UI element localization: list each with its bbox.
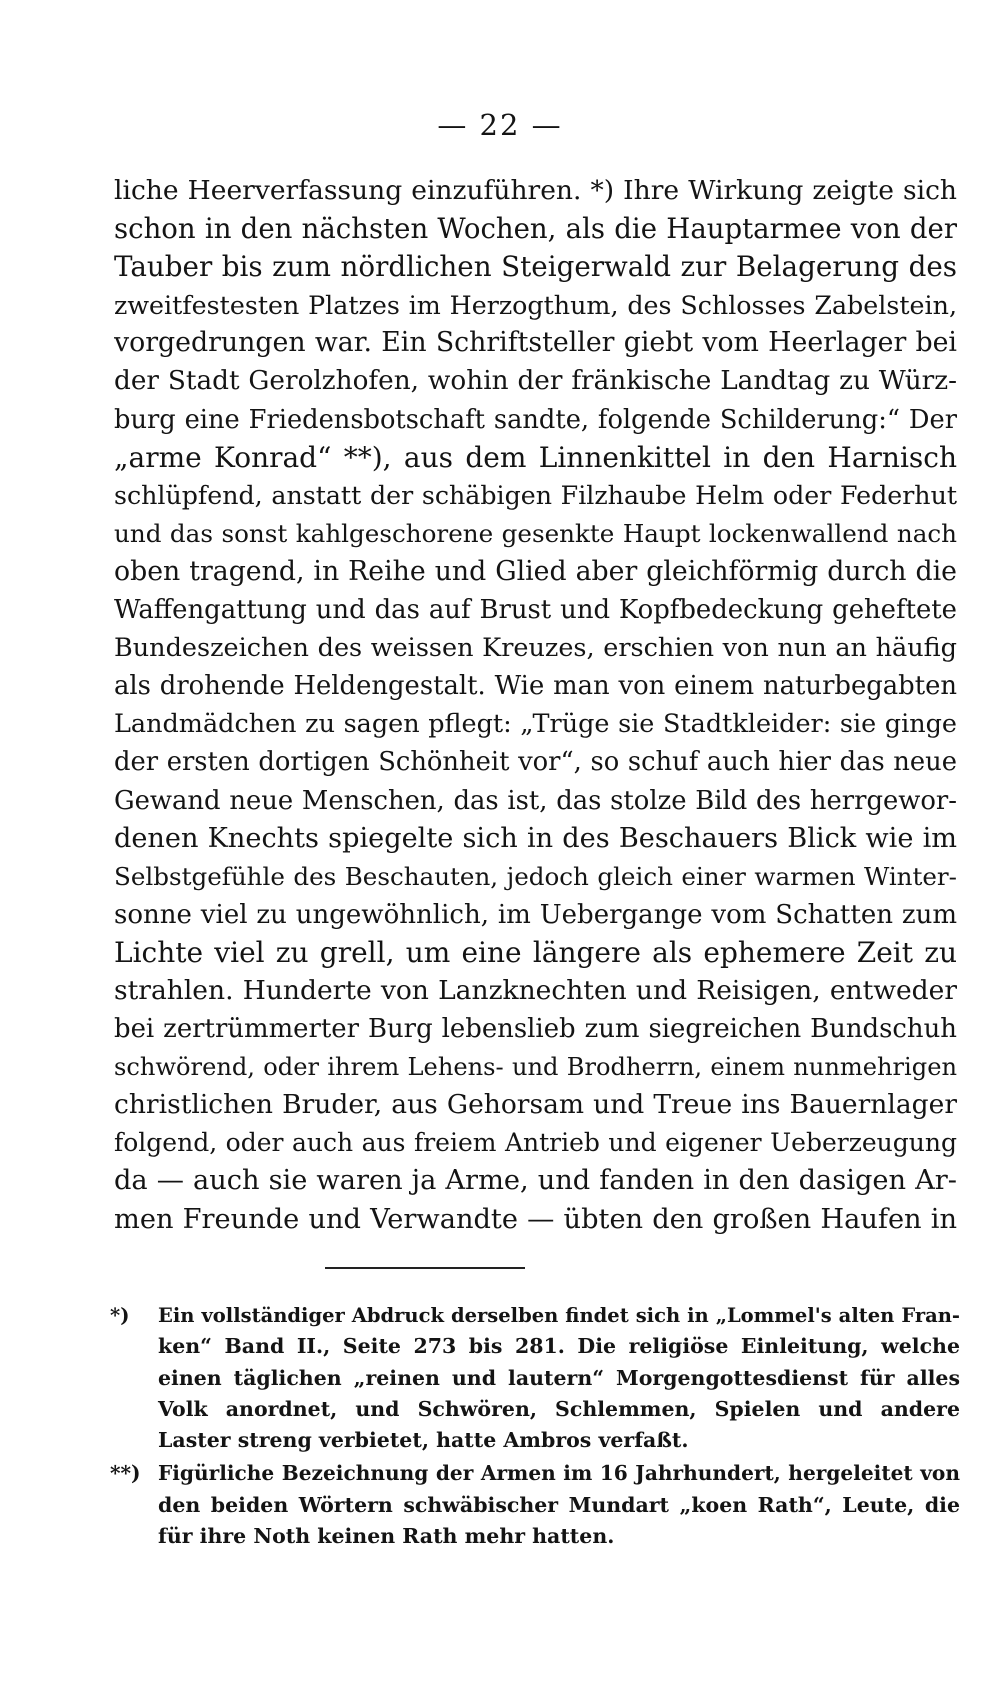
page-number: — 22 — <box>437 108 563 142</box>
text-line: Tauber bis zum nördlichen Steigerwald zur Belagerung des <box>114 250 957 284</box>
footnote-line: Figürliche Bezeichnung der Armen im 16 Jahrhundert, hergeleitet von <box>158 1461 960 1486</box>
text-line: als drohende Heldengestalt. Wie man von einem naturbegabten <box>114 671 957 702</box>
footnote-divider <box>325 1267 525 1269</box>
text-line: schwörend, oder ihrem Lehens- und Brodherrn, einem nunmehrigen <box>114 1053 957 1082</box>
text-line: sonne viel zu ungewöhnlich, im Uebergange vom Schatten zum <box>114 899 957 930</box>
footnote-line: einen täglichen „reinen und lautern“ Morgengottesdienst für alles <box>158 1365 960 1390</box>
text-line: Bundeszeichen des weissen Kreuzes, erschien von nun an häufig <box>114 633 957 664</box>
footnote-line: Laster streng verbietet, hatte Ambros verfaßt. <box>158 1428 689 1453</box>
text-line: burg eine Friedensbotschaft sandte, folgende Schilderung:“ Der <box>114 404 957 435</box>
text-line: oben tragend, in Reihe und Glied aber gleichförmig durch die <box>114 555 957 587</box>
text-line: men Freunde und Verwandte — übten den großen Haufen in <box>114 1203 957 1235</box>
text-line: Landmädchen zu sagen pflegt: „Trüge sie Stadtkleider: sie ginge <box>114 709 957 740</box>
text-line: schon in den nächsten Wochen, als die Hauptarmee von der <box>114 213 957 246</box>
footnote-line: den beiden Wörtern schwäbischer Mundart „koen Rath“, Leute, die <box>158 1492 960 1517</box>
text-line: vorgedrungen war. Ein Schriftsteller giebt vom Heerlager bei <box>114 327 957 359</box>
text-line: Lichte viel zu grell, um eine längere als ephemere Zeit zu <box>114 935 957 969</box>
text-line: Selbstgefühle des Beschauten, jedoch gleich einer warmen Winter- <box>114 861 957 891</box>
text-line: Gewand neue Menschen, das ist, das stolze Bild des herrgewor- <box>114 785 957 816</box>
footnote-line: ken“ Band II., Seite 273 bis 281. Die religiöse Einleitung, welche <box>158 1334 960 1359</box>
text-line: schlüpfend, anstatt der schäbigen Filzhaube Helm oder Federhut <box>114 480 957 510</box>
text-line: und das sonst kahlgeschorene gesenkte Haupt lockenwallend nach <box>114 518 957 548</box>
footnote-line: Volk anordnet, und Schwören, Schlemmen, Spielen und andere <box>158 1396 960 1421</box>
footnote-line: Ein vollständiger Abdruck derselben findet sich in „Lommel's alten Fran- <box>158 1304 960 1327</box>
text-line: christlichen Bruder, aus Gehorsam und Treue ins Bauernlager <box>114 1089 957 1121</box>
footnotes <box>110 1300 960 1554</box>
footnote-2 <box>110 1458 960 1552</box>
text-line: da — auch sie waren ja Arme, und fanden in den dasigen Ar- <box>114 1165 957 1197</box>
footnote-line: für ihre Noth keinen Rath mehr hatten. <box>158 1524 615 1549</box>
text-line: Waffengattung und das auf Brust und Kopfbedeckung geheftete <box>114 595 957 626</box>
text-line: der Stadt Gerolzhofen, wohin der fränkische Landtag zu Würz- <box>114 366 957 397</box>
text-line: zweitfestesten Platzes im Herzogthum, des Schlosses Zabelstein, <box>114 290 957 321</box>
text-line: liche Heerverfassung einzuführen. *) Ihre Wirkung zeigte sich <box>114 175 957 206</box>
text-line: folgend, oder auch aus freiem Antrieb und eigener Ueberzeugung <box>114 1128 957 1158</box>
text-line: „arme Konrad“ **), aus dem Linnenkittel in den Harnisch <box>114 440 957 474</box>
footnote-marker: *) <box>110 1304 130 1327</box>
text-line: strahlen. Hunderte von Lanzknechten und Reisigen, entweder <box>114 974 957 1006</box>
main-text <box>114 172 957 1239</box>
text-line: denen Knechts spiegelte sich in des Beschauers Blick wie im <box>114 822 957 854</box>
footnote-1 <box>110 1300 960 1456</box>
footnote-marker: **) <box>110 1461 141 1486</box>
text-line: der ersten dortigen Schönheit vor“, so schuf auch hier das neue <box>114 747 957 778</box>
text-line: bei zertrümmerter Burg lebenslieb zum siegreichen Bundschuh <box>114 1014 957 1045</box>
